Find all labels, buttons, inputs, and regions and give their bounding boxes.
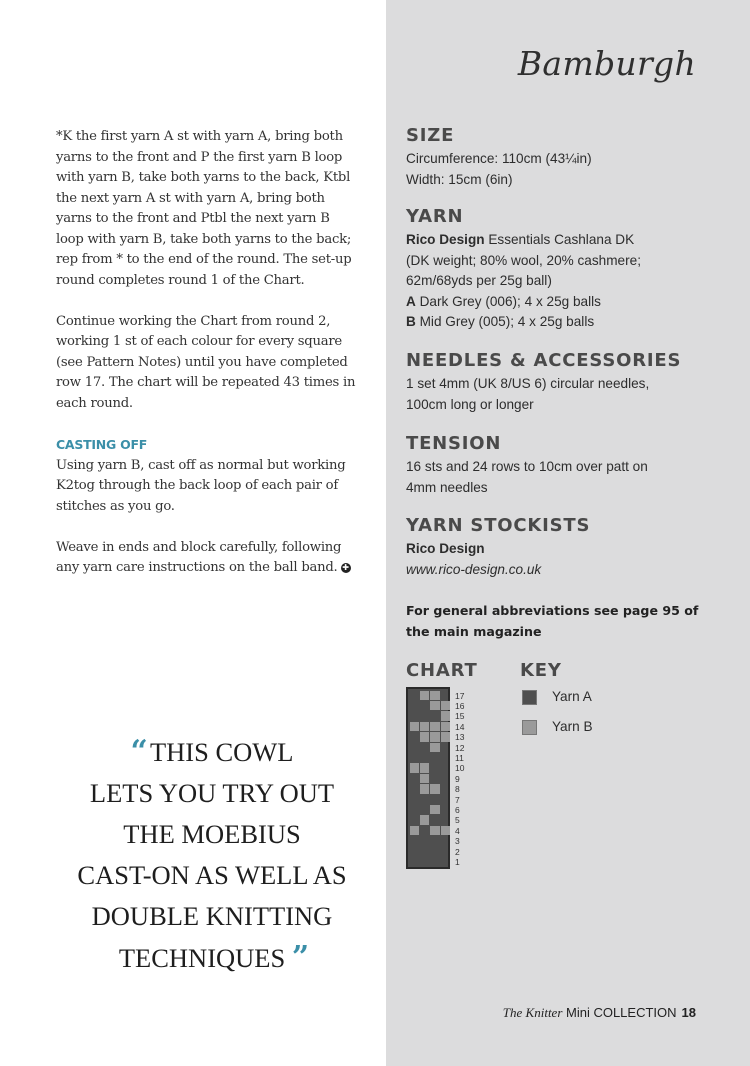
chart-row-number: 16 xyxy=(455,700,465,711)
chart-row-number: 3 xyxy=(455,836,460,847)
chart-cell-yarn-b xyxy=(410,826,420,836)
chart-cell-yarn-b xyxy=(410,763,420,773)
footer-magazine: The Knitter xyxy=(502,1005,563,1020)
yarn-a-text: Dark Grey (006); 4 x 25g balls xyxy=(415,293,601,309)
chart-cell-yarn-b xyxy=(430,826,440,836)
size-section xyxy=(406,124,726,190)
chart-cell-yarn-b xyxy=(441,826,451,836)
chart-row-number: 9 xyxy=(455,773,460,784)
chart-row-number: 10 xyxy=(455,763,465,774)
page-number: 18 xyxy=(681,1005,696,1020)
chart-cell-yarn-b xyxy=(430,784,440,794)
quote-line-1 xyxy=(40,731,384,773)
yarn-b-text: Mid Grey (005); 4 x 25g balls xyxy=(415,314,595,329)
quote-text-6: TECHNIQUES xyxy=(118,943,286,973)
chart-cell-yarn-b xyxy=(420,732,430,742)
yarn-product: Essentials Cashlana DK xyxy=(484,232,635,247)
quote-line-2: LETS YOU TRY OUT xyxy=(89,778,335,808)
yarn-a-line xyxy=(406,292,726,313)
finishing-text: Weave in ends and block carefully, following any yarn care instructions on the ball band. xyxy=(56,539,342,575)
quote-line-4: CAST-ON AS WELL AS xyxy=(77,860,347,890)
needles-line-2: 100cm long or longer xyxy=(406,396,534,412)
size-circumference: Circumference: 110cm (43¼in) xyxy=(406,151,592,166)
stockists-heading: YARN STOCKISTS xyxy=(406,515,591,536)
chart-cell-yarn-b xyxy=(441,711,451,721)
chart-row-number: 12 xyxy=(455,742,465,753)
knitting-chart xyxy=(406,687,450,869)
key-yarn-b-label: Yarn B xyxy=(552,719,593,734)
chart-cell-yarn-b xyxy=(420,722,430,732)
casting-off-heading: CASTING OFF xyxy=(56,436,148,452)
chart-row-number: 5 xyxy=(455,815,460,826)
needles-line-1: 1 set 4mm (UK 8/US 6) circular needles, xyxy=(406,376,650,391)
close-quote-icon: ” xyxy=(291,940,306,975)
yarn-a-letter: A xyxy=(406,293,416,309)
chart-row-number: 2 xyxy=(455,846,460,857)
tension-section xyxy=(406,432,726,498)
yarn-b-letter: B xyxy=(406,314,416,329)
chart-row-number: 8 xyxy=(455,784,460,795)
tension-line-1: 16 sts and 24 rows to 10cm over patt on xyxy=(406,459,648,474)
instruction-paragraph-1: *K the first yarn A st with yarn A, bring both yarns to the front and P the first yarn B loop with yarn B, take both yarns to the back, Ktbl the next yarn A st with yarn A, bring both yarns to the front and Ptbl the next yarn B loop with yarn B, take both yarns to the back; rep from * to the end of the round. The set-up round completes round 1 of the Chart. xyxy=(56,129,352,288)
chart-row-number: 15 xyxy=(455,711,465,722)
pull-quote xyxy=(40,731,384,979)
quote-line-6 xyxy=(40,937,384,979)
abbreviations-line-2: the main magazine xyxy=(406,624,542,639)
footer-collection: COLLECTION xyxy=(589,1005,677,1020)
chart-row-number: 14 xyxy=(455,721,465,732)
stockists-section xyxy=(406,514,726,580)
yarn-b-swatch xyxy=(522,720,537,735)
chart-heading: CHART xyxy=(406,660,478,681)
chart-row-number: 6 xyxy=(455,804,460,815)
chart-cell-yarn-b xyxy=(420,763,430,773)
yarn-a-swatch xyxy=(522,690,537,705)
footer-mini: Mini xyxy=(562,1005,590,1020)
yarn-desc-1: (DK weight; 80% wool, 20% cashmere; xyxy=(406,252,641,268)
chart-cell-yarn-b xyxy=(420,774,430,784)
pattern-title: Bamburgh xyxy=(517,44,696,83)
abbreviations-note xyxy=(406,600,706,642)
chart-cell-yarn-b xyxy=(430,701,440,711)
chart-cell-yarn-b xyxy=(410,722,420,732)
page-footer xyxy=(503,1005,696,1021)
chart-cell-yarn-b xyxy=(430,805,440,815)
needles-heading: NEEDLES & ACCESSORIES xyxy=(406,350,682,371)
instructions-column xyxy=(56,127,361,599)
needles-section xyxy=(406,349,726,415)
chart-cell-yarn-b xyxy=(420,815,430,825)
yarn-b-line xyxy=(406,312,726,333)
tension-heading: TENSION xyxy=(406,433,502,454)
casting-off-text: Using yarn B, cast off as normal but working K2tog through the back loop of each pair of stitches as you go. xyxy=(56,457,346,514)
chart-row-number: 4 xyxy=(455,825,460,836)
chart-cell-yarn-b xyxy=(441,722,451,732)
yarn-brand: Rico Design xyxy=(406,232,485,247)
stockist-name: Rico Design xyxy=(406,541,485,556)
instruction-paragraph-2: Continue working the Chart from round 2, working 1 st of each colour for every square (see Pattern Notes) until you have completed row 17. The chart will be repeated 43 times in each round. xyxy=(56,313,356,411)
quote-text-1: THIS COWL xyxy=(149,737,294,767)
chart-row-number: 1 xyxy=(455,856,460,867)
key-heading: KEY xyxy=(520,660,562,681)
chart-row-number: 13 xyxy=(455,732,465,743)
open-quote-icon: “ xyxy=(130,734,144,769)
chart-cell-yarn-b xyxy=(441,732,451,742)
chart-cell-yarn-b xyxy=(420,784,430,794)
tension-line-2: 4mm needles xyxy=(406,479,488,495)
chart-cell-yarn-b xyxy=(430,743,440,753)
abbreviations-line-1: For general abbreviations see page 95 of xyxy=(406,603,699,618)
chart-row-number: 11 xyxy=(455,752,464,763)
stockist-url[interactable]: www.rico-design.co.uk xyxy=(406,561,542,577)
quote-line-5: DOUBLE KNITTING xyxy=(91,901,333,931)
key-yarn-a-label: Yarn A xyxy=(552,689,592,704)
finishing-paragraph xyxy=(56,538,361,579)
chart-cell-yarn-b xyxy=(430,732,440,742)
key-yarn-b xyxy=(522,719,593,735)
end-of-pattern-icon: ✚ xyxy=(342,562,349,572)
size-width: Width: 15cm (6in) xyxy=(406,171,513,187)
quote-line-3: THE MOEBIUS xyxy=(123,819,301,849)
chart-cell-yarn-b xyxy=(430,691,440,701)
size-heading: SIZE xyxy=(406,125,455,146)
chart-cell-yarn-b xyxy=(430,722,440,732)
yarn-desc-2: 62m/68yds per 25g ball) xyxy=(406,273,552,288)
chart-cell-yarn-b xyxy=(441,701,451,711)
chart-row-number: 7 xyxy=(455,794,460,805)
chart-row-number: 17 xyxy=(455,690,465,701)
chart-cell-yarn-b xyxy=(420,691,430,701)
key-yarn-a xyxy=(522,689,592,705)
yarn-section xyxy=(406,205,726,333)
yarn-product-line xyxy=(406,230,726,251)
yarn-heading: YARN xyxy=(406,206,464,227)
